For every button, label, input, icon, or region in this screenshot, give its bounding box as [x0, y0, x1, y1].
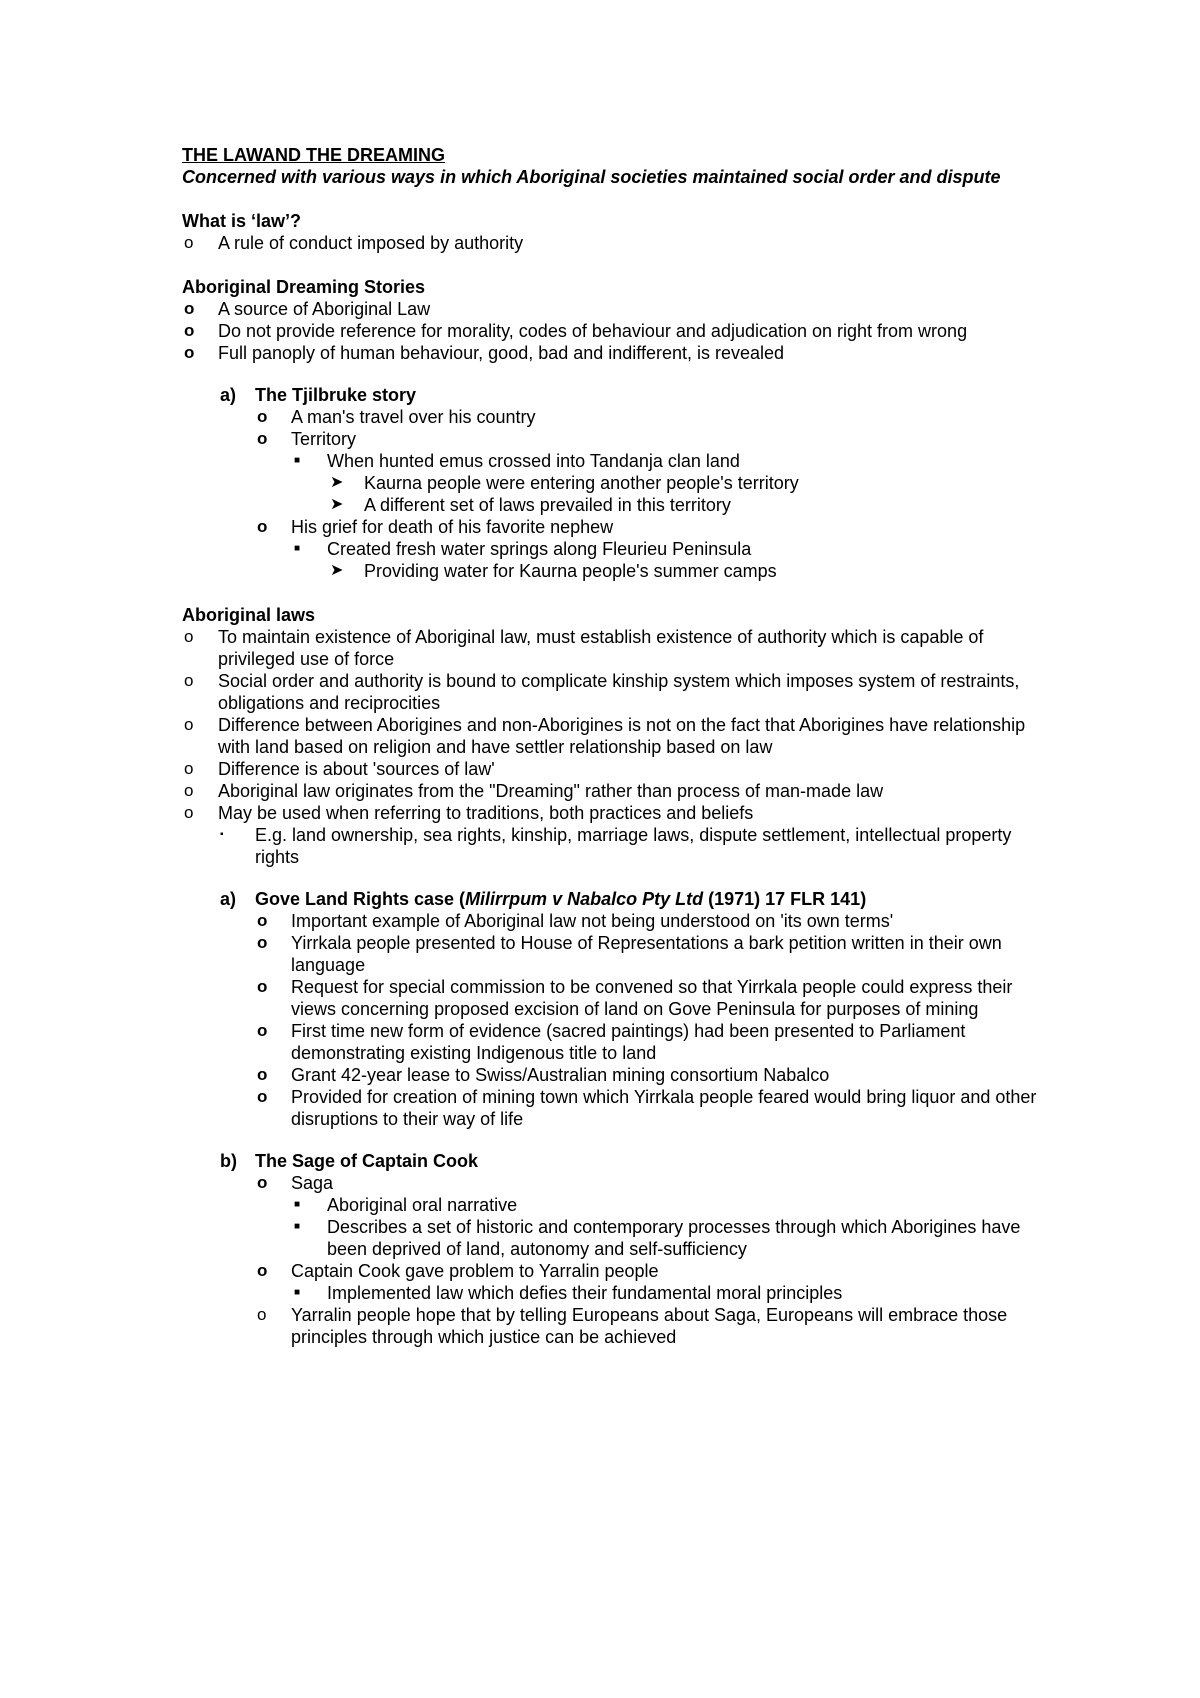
list-item [182, 1282, 1042, 1304]
circle-bullet-icon: o [257, 1261, 268, 1280]
circle-bullet-icon: o [257, 933, 268, 952]
circle-bullet-icon: o [257, 1173, 268, 1192]
list-item-text: A different set of laws prevailed in this territory [364, 495, 731, 515]
list-item-text: May be used when referring to traditions, both practices and beliefs [218, 803, 754, 823]
arrow-bullet-icon: ➤ [330, 474, 344, 491]
list-item [182, 494, 1042, 516]
list-item [182, 450, 1042, 472]
circle-bullet-icon: o [184, 299, 195, 318]
list-item [182, 1172, 1042, 1194]
list-item-text: E.g. land ownership, sea rights, kinship, marriage laws, dispute settlement, intellectual property rights [255, 825, 1012, 867]
list-item [182, 1304, 1042, 1348]
circle-bullet-icon: o [184, 233, 194, 252]
subsection-title-post: (1971) 17 FLR 141) [703, 889, 867, 909]
circle-bullet-icon: o [257, 429, 268, 448]
section-heading-laws: Aboriginal laws [182, 605, 316, 625]
arrow-bullet-icon: ➤ [330, 496, 344, 513]
list-item-text: Provided for creation of mining town which Yirrkala people feared would bring liquor and other disruptions to their way of life [291, 1087, 1037, 1129]
circle-bullet-icon: o [257, 977, 268, 996]
case-name: Milirrpum v Nabalco Pty Ltd [465, 889, 704, 909]
list-item-text: Grant 42-year lease to Swiss/Australian mining consortium Nabalco [291, 1065, 830, 1085]
list-item [182, 932, 1042, 976]
square-bullet-icon: ■ [294, 1287, 301, 1298]
square-bullet-icon: ■ [294, 1199, 301, 1210]
list-item-text: Describes a set of historic and contemporary processes through which Aborigines have been deprived of land, autonomy and self-sufficiency [327, 1217, 1021, 1259]
list-item-text: Territory [291, 429, 357, 449]
arrow-bullet-icon: ➤ [330, 562, 344, 579]
list-item [182, 758, 1042, 780]
circle-bullet-icon: o [257, 1021, 268, 1040]
circle-bullet-icon: o [184, 781, 194, 800]
list-item [182, 538, 1042, 560]
subsection-label: b) [220, 1151, 237, 1171]
list-item [182, 976, 1042, 1020]
square-bullet-icon: ▪ [220, 829, 224, 840]
list-item-text: Implemented law which defies their fundamental moral principles [327, 1283, 843, 1303]
list-item [182, 1194, 1042, 1216]
circle-bullet-icon: o [257, 1087, 268, 1106]
list-item-text: A rule of conduct imposed by authority [218, 233, 524, 253]
list-item [182, 298, 1042, 320]
list-item [182, 626, 1042, 670]
list-item-text: His grief for death of his favorite nephew [291, 517, 614, 537]
list-item-text: Full panoply of human behaviour, good, bad and indifferent, is revealed [218, 343, 785, 363]
list-item-text: Yirrkala people presented to House of Representations a bark petition written in their own language [291, 933, 1002, 975]
subsection-label: a) [220, 385, 237, 405]
list-item-text: Saga [291, 1173, 334, 1193]
list-item-text: Yarralin people hope that by telling Europeans about Saga, Europeans will embrace those principles through which justice can be achieved [291, 1305, 1008, 1347]
list-item-text: To maintain existence of Aboriginal law, must establish existence of authority which is capable of privileged use of force [218, 627, 984, 669]
list-item-text: First time new form of evidence (sacred paintings) had been presented to Parliament demonstrating existing Indigenous title to land [291, 1021, 966, 1063]
list-item [182, 1260, 1042, 1282]
document-body [182, 144, 1042, 1348]
circle-bullet-icon: o [257, 911, 268, 930]
list-item-text: Aboriginal law originates from the "Dreaming" rather than process of man-made law [218, 781, 884, 801]
circle-bullet-icon: o [257, 1065, 268, 1084]
square-bullet-icon: ■ [294, 543, 301, 554]
list-item [182, 1086, 1042, 1130]
list-item-text: Request for special commission to be convened so that Yirrkala people could express their views concerning proposed excision of land on Gove Peninsula for purposes of mining [291, 977, 1013, 1019]
subsection-title: The Sage of Captain Cook [255, 1151, 479, 1171]
list-item [182, 516, 1042, 538]
section-heading-dreaming: Aboriginal Dreaming Stories [182, 277, 426, 297]
subsection-label: a) [220, 889, 237, 909]
square-bullet-icon: ■ [294, 1221, 301, 1232]
subsection-heading-gove [182, 888, 1042, 910]
section-heading-law: What is ‘law’? [182, 211, 302, 231]
list-item [182, 670, 1042, 714]
list-item [182, 824, 1042, 868]
list-item [182, 428, 1042, 450]
list-item [182, 560, 1042, 582]
circle-bullet-icon: o [257, 517, 268, 536]
list-item [182, 802, 1042, 824]
subsection-heading-cook [182, 1150, 1042, 1172]
list-item [182, 714, 1042, 758]
list-item-text: Important example of Aboriginal law not being understood on 'its own terms' [291, 911, 894, 931]
list-item-text: A man's travel over his country [291, 407, 536, 427]
list-item [182, 472, 1042, 494]
list-item-text: Aboriginal oral narrative [327, 1195, 518, 1215]
list-item-text: Difference between Aborigines and non-Aborigines is not on the fact that Aborigines have relationship with land based on religion and have settler relationship based on law [218, 715, 1026, 757]
list-item [182, 342, 1042, 364]
circle-bullet-icon: o [184, 343, 195, 362]
list-item-text: Created fresh water springs along Fleurieu Peninsula [327, 539, 752, 559]
subsection-title: The Tjilbruke story [255, 385, 417, 405]
circle-bullet-icon: o [184, 671, 194, 690]
list-item [182, 910, 1042, 932]
document-subtitle: Concerned with various ways in which Aboriginal societies maintained social order and dispute [182, 167, 1001, 187]
list-item-text: Captain Cook gave problem to Yarralin people [291, 1261, 659, 1281]
list-item-text: Providing water for Kaurna people's summer camps [364, 561, 777, 581]
subsection-title-pre: Gove Land Rights case ( [255, 889, 466, 909]
list-item-text: Difference is about 'sources of law' [218, 759, 495, 779]
circle-bullet-icon: o [184, 627, 194, 646]
square-bullet-icon: ■ [294, 455, 301, 466]
circle-bullet-icon: o [184, 715, 194, 734]
circle-bullet-icon: o [184, 321, 195, 340]
list-item-text: Do not provide reference for morality, codes of behaviour and adjudication on right from wrong [218, 321, 968, 341]
list-item-text: A source of Aboriginal Law [218, 299, 431, 319]
subsection-heading-tjilbruke [182, 384, 1042, 406]
document-title: THE LAWAND THE DREAMING [182, 145, 445, 165]
list-item [182, 1064, 1042, 1086]
list-item [182, 1020, 1042, 1064]
circle-bullet-icon: o [184, 803, 194, 822]
list-item [182, 320, 1042, 342]
list-item-text: When hunted emus crossed into Tandanja clan land [327, 451, 740, 471]
list-item-text: Kaurna people were entering another people's territory [364, 473, 799, 493]
list-item [182, 406, 1042, 428]
list-item [182, 232, 1042, 254]
list-item [182, 1216, 1042, 1260]
list-item [182, 780, 1042, 802]
list-item-text: Social order and authority is bound to complicate kinship system which imposes system of restraints, obligations and reciprocities [218, 671, 1020, 713]
circle-bullet-icon: o [257, 407, 268, 426]
circle-bullet-icon: o [184, 759, 194, 778]
circle-bullet-icon: o [257, 1305, 267, 1324]
